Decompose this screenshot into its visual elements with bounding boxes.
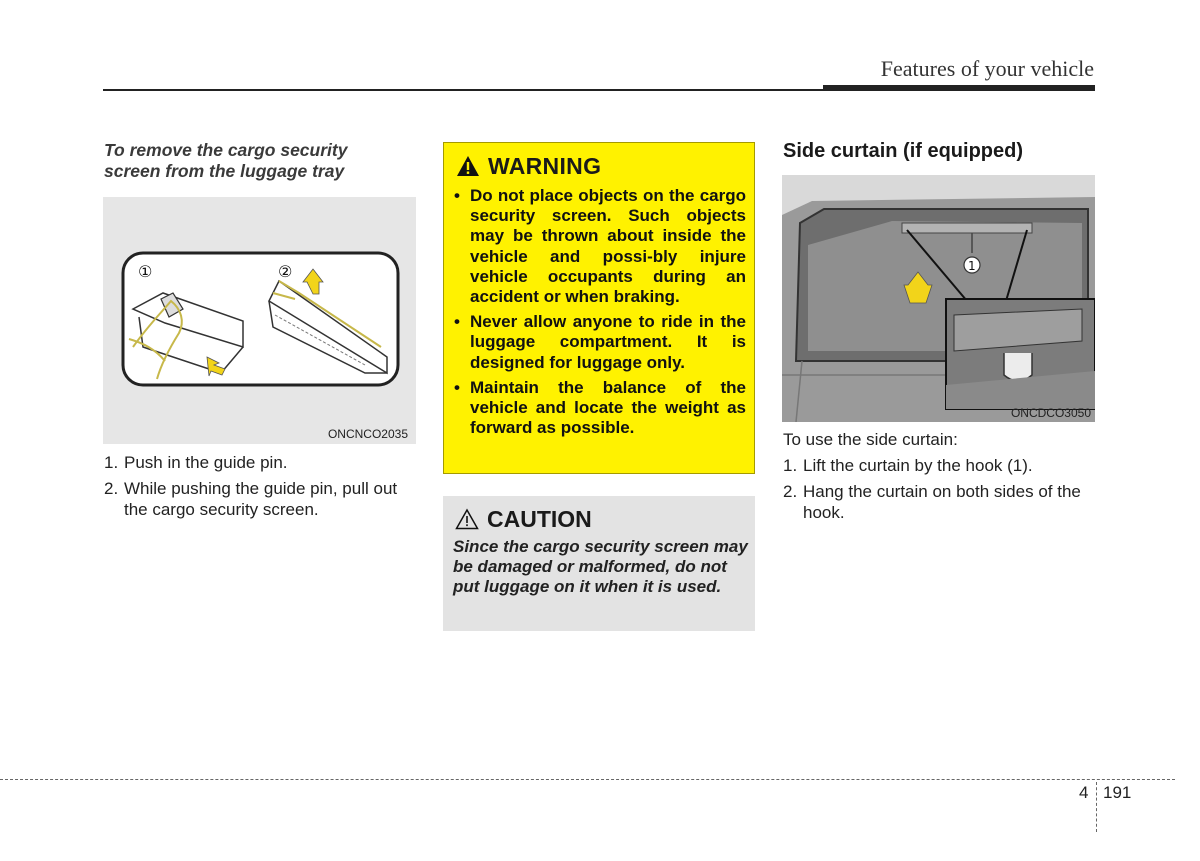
remove-steps-list (104, 452, 416, 525)
caution-title: CAUTION (455, 506, 592, 533)
use-intro-text: To use the side curtain: (783, 430, 958, 449)
figure-cargo-screen (103, 197, 416, 444)
page-header-title: Features of your vehicle (880, 56, 1094, 81)
warning-box (443, 142, 755, 474)
list-item: 1. Push in the guide pin. (104, 453, 288, 472)
marker-1: ① (138, 262, 153, 281)
footer-page-divider (1096, 782, 1097, 832)
hook-marker: 1 (968, 259, 976, 273)
footer-divider (0, 779, 1175, 780)
warning-item: • Maintain the balance of the vehicle and locate the weight as forward as possible. (454, 378, 746, 439)
caution-text: Since the cargo security screen may be damaged or malformed, do not put luggage on it when it is used. (453, 537, 748, 597)
list-item: 1. Lift the curtain by the hook (1). (783, 456, 1033, 475)
warning-title: WARNING (456, 153, 601, 180)
page-number: 191 (1103, 783, 1132, 802)
curtain-steps-list (783, 455, 1095, 528)
marker-2: ② (278, 262, 293, 281)
side-curtain-illustration (782, 175, 1095, 422)
list-item: 2. Hang the curtain on both sides of the hook. (783, 482, 1081, 522)
figure-code: ONCDCO3050 (1010, 406, 1091, 420)
warning-item: • Never allow anyone to ride in the luggage compartment. It is designed for luggage only. (454, 312, 746, 373)
warning-triangle-icon (456, 155, 480, 177)
figure-code: ONCNCO2035 (327, 427, 408, 441)
figure-side-curtain (782, 175, 1095, 422)
cargo-screen-illustration (103, 197, 416, 444)
subheading-remove-screen: To remove the cargo security screen from the luggage tray (104, 140, 348, 181)
chapter-number: 4 (1079, 783, 1089, 802)
list-item: 2. While pushing the guide pin, pull out the cargo security screen. (104, 479, 398, 519)
section-title-side-curtain: Side curtain (if equipped) (783, 140, 1024, 162)
header-rule (103, 89, 823, 91)
caution-box (443, 496, 755, 631)
warning-list (454, 186, 746, 443)
header-rule-accent (823, 85, 1095, 91)
caution-triangle-icon (455, 508, 479, 530)
warning-item: • Do not place objects on the cargo security screen. Such objects may be thrown about inside the vehicle and possi-bly injure vehicle occupants during an accident or when braking. (454, 186, 746, 307)
